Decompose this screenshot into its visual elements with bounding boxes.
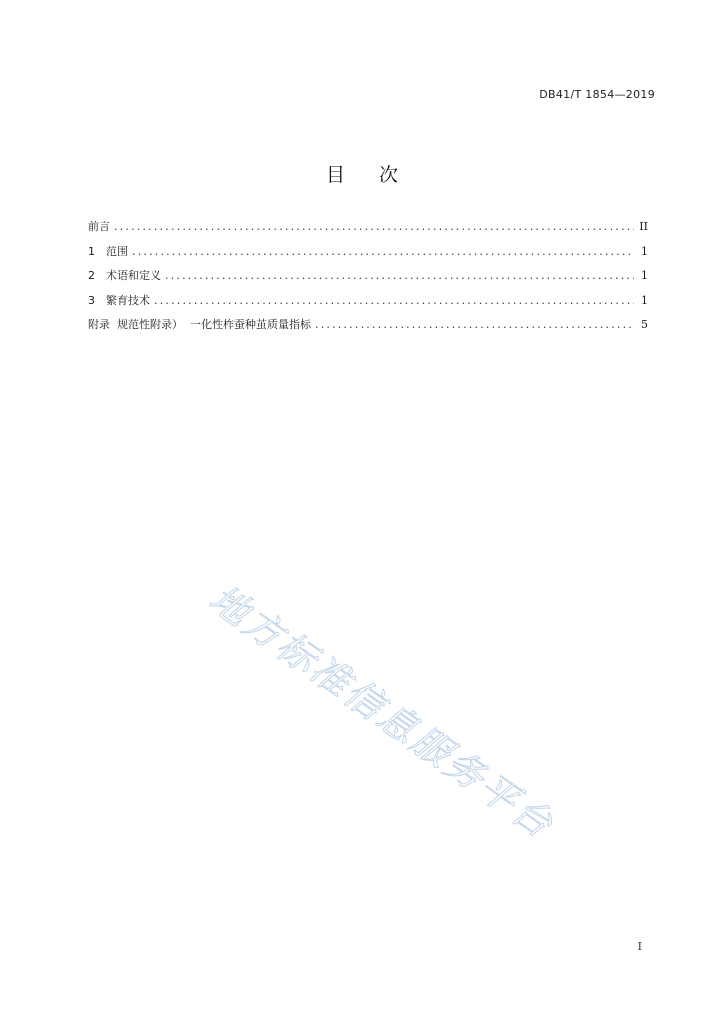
toc-page-number: 1 <box>641 293 648 307</box>
toc-entry-label: 3 繁育技术 <box>88 293 150 307</box>
standard-code: DB41/T 1854—2019 <box>539 88 655 101</box>
toc-dot-leader <box>165 269 634 283</box>
footer-page-number: I <box>637 940 642 953</box>
toc-entry-label: 附录 规范性附录） 一化性柞蚕种茧质量指标 <box>88 318 311 331</box>
toc-entry-number: 3 <box>88 293 95 307</box>
toc-dot-leader <box>132 245 634 259</box>
toc-entry-terms[interactable] <box>88 269 648 294</box>
toc-entry-appendix[interactable] <box>88 318 648 343</box>
page-title-char-1: 目 <box>325 164 345 186</box>
toc-dot-leader <box>154 294 634 308</box>
toc-page-number: II <box>639 220 648 233</box>
page-title <box>0 160 724 187</box>
toc-page-number: 5 <box>641 318 648 331</box>
toc-dot-leader <box>315 318 634 332</box>
table-of-contents <box>88 220 648 343</box>
toc-page-number: 1 <box>641 269 648 282</box>
toc-page-number: 1 <box>641 244 648 258</box>
toc-entry-number: 1 <box>88 244 95 258</box>
toc-entry-number: 2 <box>88 269 95 282</box>
toc-entry-foreword[interactable] <box>88 220 648 245</box>
toc-dot-leader <box>114 220 634 234</box>
page-title-char-2: 次 <box>379 164 399 186</box>
toc-entry-label: 前言 <box>88 220 110 233</box>
toc-entry-breeding[interactable] <box>88 294 648 319</box>
toc-entry-label: 1 范围 <box>88 244 128 258</box>
toc-entry-label: 2 术语和定义 <box>88 269 161 282</box>
toc-entry-scope[interactable] <box>88 245 648 270</box>
watermark-text: 地方标准信息服务平台 <box>201 576 563 848</box>
